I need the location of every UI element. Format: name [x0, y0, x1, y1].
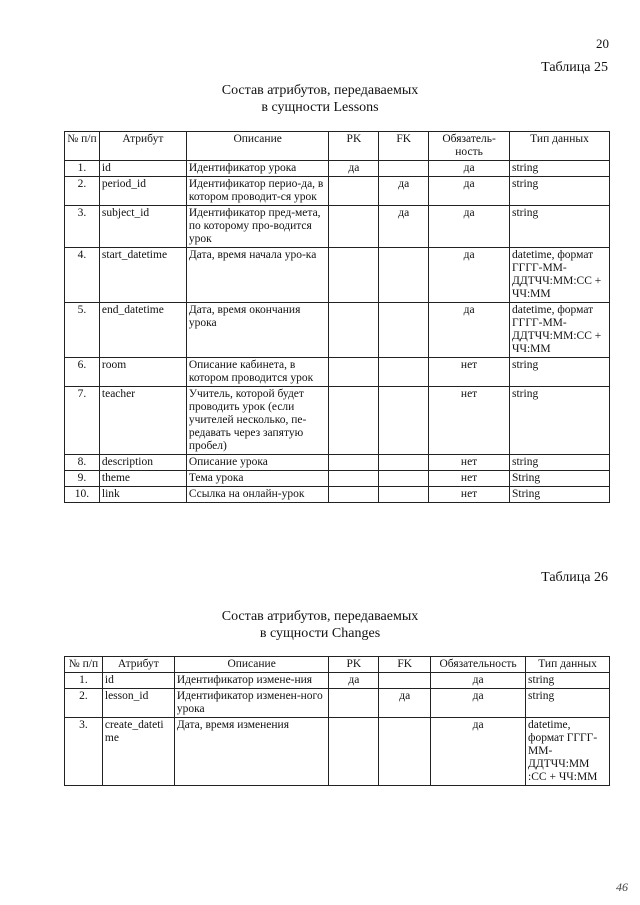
header-cell: Атрибут [102, 657, 174, 673]
table-cell [329, 358, 379, 387]
table-cell [329, 206, 379, 248]
header-cell: FK [379, 132, 429, 161]
table-cell: Дата, время начала уро-ка [186, 248, 329, 303]
table-cell: string [510, 161, 610, 177]
table-cell: string [510, 387, 610, 455]
header-cell: Тип данных [510, 132, 610, 161]
table-caption: Таблица 25 [541, 60, 608, 75]
header-cell: FK [379, 657, 431, 673]
page-number: 20 [596, 36, 609, 51]
table-row [65, 177, 610, 206]
table-cell: нет [429, 358, 510, 387]
table-row [65, 455, 610, 471]
table-cell [379, 471, 429, 487]
table-row [65, 303, 610, 358]
table-title-line: Состав атрибутов, передаваемых [221, 609, 419, 624]
header-cell: PK [329, 657, 379, 673]
table-cell: string [510, 455, 610, 471]
handwritten-mark: 46 [616, 880, 628, 894]
table-row [65, 487, 610, 503]
table-header-row [65, 132, 610, 161]
table-cell: Идентификатор перио-да, в котором проводит-ся урок [186, 177, 329, 206]
table-cell: Ссылка на онлайн-урок [186, 487, 329, 503]
table-cell: Идентификатор изменен-ного урока [174, 689, 329, 718]
header-cell: № п/п [65, 657, 103, 673]
table-cell: subject_id [99, 206, 186, 248]
table-cell: Дата, время окончания урока [186, 303, 329, 358]
header-cell: Обязатель-ность [429, 132, 510, 161]
table-cell: start_datetime [99, 248, 186, 303]
table-cell [329, 689, 379, 718]
table-cell: string [526, 689, 610, 718]
header-cell: Обязательность [431, 657, 526, 673]
table-cell: string [526, 673, 610, 689]
table-row [65, 387, 610, 455]
table-cell: 3. [65, 206, 100, 248]
table-cell: String [510, 487, 610, 503]
table-cell [329, 471, 379, 487]
table-cell: 6. [65, 358, 100, 387]
table-cell [329, 718, 379, 786]
table-cell: string [510, 177, 610, 206]
table-title-line: в сущности Changes [259, 626, 381, 641]
table-cell [379, 455, 429, 471]
table-cell [379, 673, 431, 689]
table-row [65, 718, 610, 786]
table-cell: datetime, формат ГГГГ-ММ-ДДТЧЧ:ММ:СС + ЧЧ:ММ [510, 248, 610, 303]
table-cell: Идентификатор пред-мета, по которому про-водится урок [186, 206, 329, 248]
table-cell: string [510, 206, 610, 248]
table-row [65, 689, 610, 718]
table-caption: Таблица 26 [541, 570, 608, 585]
table-header-row [65, 657, 610, 673]
table-cell: 1. [65, 161, 100, 177]
table-cell: 3. [65, 718, 103, 786]
table-cell: Описание кабинета, в котором проводится урок [186, 358, 329, 387]
header-cell: Описание [186, 132, 329, 161]
table-row [65, 248, 610, 303]
table-cell [379, 248, 429, 303]
table-cell [379, 718, 431, 786]
table-title-line: в сущности Lessons [261, 100, 379, 115]
table-cell: Идентификатор измене-ния [174, 673, 329, 689]
table-cell [329, 303, 379, 358]
table-cell [379, 487, 429, 503]
header-cell: Описание [174, 657, 329, 673]
table-cell: да [431, 718, 526, 786]
table-row [65, 161, 610, 177]
table-cell: 9. [65, 471, 100, 487]
table-cell [379, 358, 429, 387]
table-cell: 2. [65, 177, 100, 206]
table-cell: Дата, время изменения [174, 718, 329, 786]
table-cell: Описание урока [186, 455, 329, 471]
table-cell: theme [99, 471, 186, 487]
table-cell: 5. [65, 303, 100, 358]
table-cell [329, 387, 379, 455]
table-cell: teacher [99, 387, 186, 455]
table-cell: нет [429, 471, 510, 487]
table-cell: 4. [65, 248, 100, 303]
table-cell: да [329, 161, 379, 177]
table-cell: да [431, 673, 526, 689]
table-cell: 10. [65, 487, 100, 503]
table-cell: datetime, формат ГГГГ-ММ-ДДТЧЧ:ММ :СС + ЧЧ:ММ [526, 718, 610, 786]
table-cell: Учитель, которой будет проводить урок (если учителей несколько, пе-редавать через запятую пробел) [186, 387, 329, 455]
table-row [65, 471, 610, 487]
table-cell: Тема урока [186, 471, 329, 487]
table-title [0, 608, 640, 642]
table-cell: lesson_id [102, 689, 174, 718]
table-cell: link [99, 487, 186, 503]
table-cell: room [99, 358, 186, 387]
table-cell: 8. [65, 455, 100, 471]
table-cell: end_datetime [99, 303, 186, 358]
table-cell: String [510, 471, 610, 487]
table-cell: да [429, 177, 510, 206]
table-cell: нет [429, 455, 510, 471]
table-cell [379, 161, 429, 177]
attributes-table-changes [64, 656, 610, 786]
table-cell: да [379, 206, 429, 248]
table-cell: create_dateti me [102, 718, 174, 786]
attributes-table-lessons [64, 131, 610, 503]
table-cell: нет [429, 387, 510, 455]
table-cell: нет [429, 487, 510, 503]
header-cell: Тип данных [526, 657, 610, 673]
table-cell: да [429, 248, 510, 303]
table-cell: да [429, 161, 510, 177]
table-cell: description [99, 455, 186, 471]
table-cell [329, 487, 379, 503]
header-cell: Атрибут [99, 132, 186, 161]
table-cell: 2. [65, 689, 103, 718]
table-cell: id [102, 673, 174, 689]
table-cell: id [99, 161, 186, 177]
table-cell: 7. [65, 387, 100, 455]
header-cell: PK [329, 132, 379, 161]
table-cell: да [431, 689, 526, 718]
table-cell: 1. [65, 673, 103, 689]
table-row [65, 206, 610, 248]
table-cell [379, 387, 429, 455]
table-cell: да [379, 177, 429, 206]
table-title [0, 82, 640, 116]
table-title-line: Состав атрибутов, передаваемых [221, 83, 419, 98]
table-cell: да [429, 206, 510, 248]
table-cell [329, 177, 379, 206]
table-cell [329, 455, 379, 471]
table-row [65, 358, 610, 387]
table-row [65, 673, 610, 689]
table-cell: да [429, 303, 510, 358]
header-cell: № п/п [65, 132, 100, 161]
table-cell: да [379, 689, 431, 718]
table-cell: Идентификатор урока [186, 161, 329, 177]
table-cell [379, 303, 429, 358]
table-cell: да [329, 673, 379, 689]
table-cell: period_id [99, 177, 186, 206]
table-cell: datetime, формат ГГГГ-ММ-ДДТЧЧ:ММ:СС + ЧЧ:ММ [510, 303, 610, 358]
table-cell: string [510, 358, 610, 387]
table-cell [329, 248, 379, 303]
